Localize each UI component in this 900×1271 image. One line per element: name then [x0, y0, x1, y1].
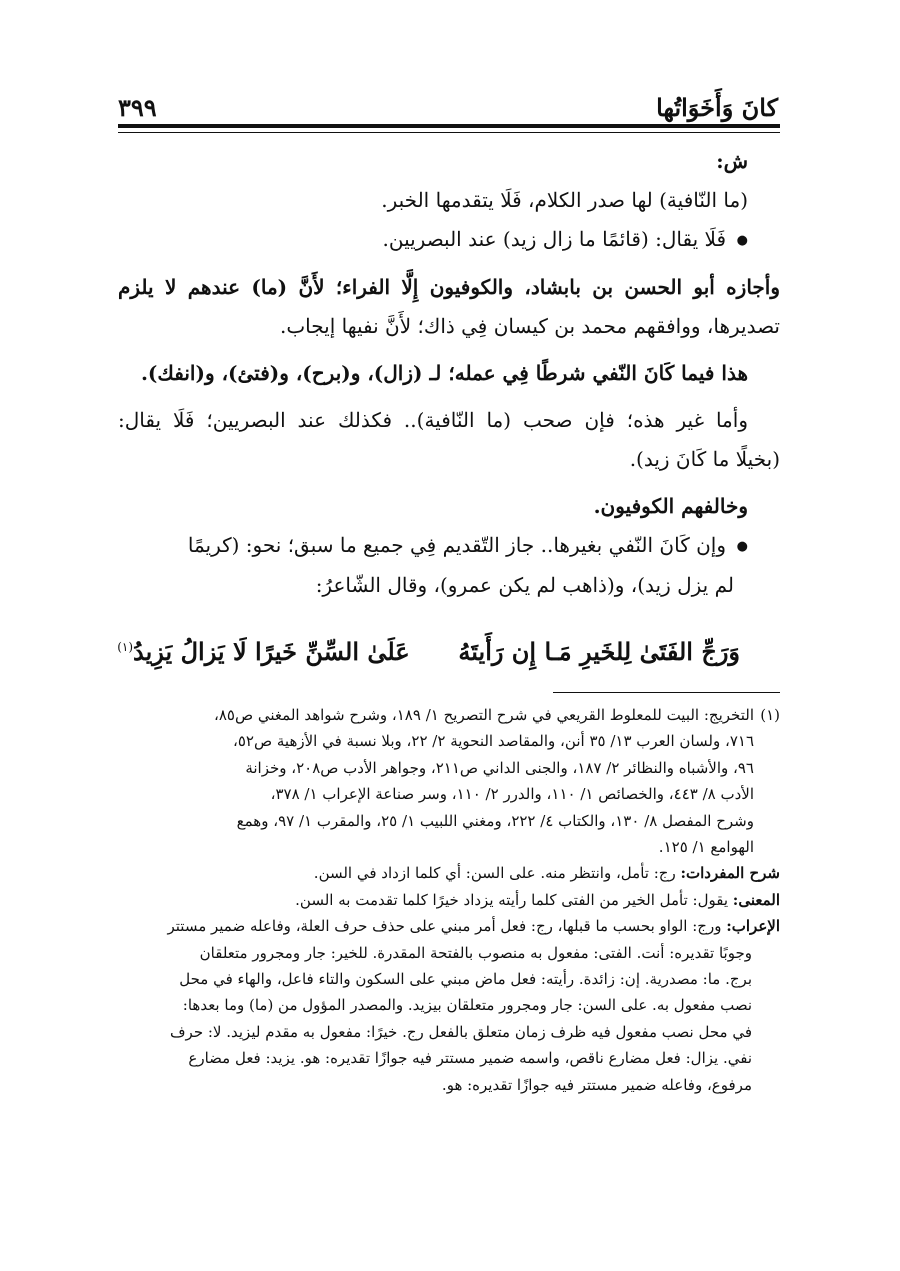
irab-line: مرفوع، وفاعله ضمير مستتر فيه جوازًا تقديره: هو.: [441, 1075, 752, 1094]
commentary-label: ش:: [716, 149, 748, 173]
bullet-icon: ●: [736, 233, 748, 248]
bullet-line: [118, 526, 780, 566]
meaning-note: [118, 887, 780, 913]
header-rule-thick: [118, 124, 780, 128]
footnote-line: [118, 702, 780, 728]
bullet-line: [118, 220, 780, 260]
text-line: وإن كَانَ النّفي بغيرها.. جاز التّقديم فِي جميع ما سبق؛ نحو: (كريمًا: [187, 533, 726, 557]
irab-line: برج. ما: مصدرية. إن: زائدة. رأيته: فعل ماض مبني على السكون والتاء فاعل، والهاء في محل: [179, 970, 752, 989]
text-line: لم يزل زيد)، و(ذاهب لم يكن عمرو)، وقال الشّاعرُ:: [315, 573, 734, 597]
page-header: [118, 82, 778, 122]
irab-line: في محل نصب مفعول فيه ظرف زمان متعلق بالفعل رج. خيرًا: مفعول به مقدم ليزيد. لا: حرف: [170, 1022, 752, 1041]
footnote-line: وشرح المفصل ٨/ ١٣٠، والكتاب ٤/ ٢٢٢، ومغني اللبيب ١/ ٢٥، والمقرب ١/ ٩٧، وهمع: [236, 811, 754, 830]
footnote-line: ٧١٦، ولسان العرب ١٣/ ٣٥ أنن، والمقاصد النحوية ٢/ ٢٢، وبلا نسبة في الأزهية ص٥٢،: [233, 732, 754, 751]
bullet-icon: ●: [736, 539, 748, 554]
irab-label: الإعراب:: [726, 917, 780, 936]
text-line: وأما غير هذه؛ فإن صحب (ما النّافية).. فكذلك عند البصريين؛ فَلَا يقال:: [118, 408, 748, 432]
irab-text: ورج: الواو بحسب ما قبلها، رج: فعل أمر مبني على حذف حرف العلة، وفاعله ضمير مستتر: [167, 917, 727, 936]
running-title: كانَ وَأَخَوَاتُها: [656, 93, 778, 122]
footnote-line: الهوامع ١/ ١٢٥.: [658, 838, 754, 857]
header-rule-thin: [118, 132, 780, 133]
poetry-verse: [118, 625, 780, 674]
text-line: هذا فيما كَانَ النّفي شرطًا فِي عمله؛ لـ (زال)، و(برح)، و(فتئ)، و(انفك).: [140, 361, 748, 385]
meaning-label: المعنى:: [732, 890, 780, 909]
footnote-number: (١): [760, 706, 780, 724]
irab-line: نصب مفعول به. على السن: جار ومجرور متعلقان بيزيد. والمصدر المؤول من (ما) وما بعدها:: [182, 996, 752, 1015]
meaning-text: يقول: تأمل الخير من الفتى كلما رأيته يزداد خيرًا كلما تقدمت به السن.: [295, 890, 733, 909]
verse-hemistich-second: عَلَىٰ السِّنِّ خَيرًا لَا يَزالُ يَزِيدُ: [133, 637, 410, 666]
text-line: (ما النّافية) لها صدر الكلام، فَلَا يتقدمها الخبر.: [381, 188, 748, 212]
footnote-reference: (١): [117, 640, 134, 654]
irab-line: نفي. يزال: فعل مضارع ناقص، واسمه ضمير مستتر فيه جوازًا تقديره: هو. يزيد: فعل مضارع: [188, 1049, 752, 1068]
footnote-separator: [553, 692, 780, 693]
text-line: (بخيلًا ما كَانَ زيد).: [629, 447, 780, 471]
footnote-line: ٩٦، والأشباه والنظائر ٢/ ١٨٧، والجنى الداني ص٢١١، وجواهر الأدب ص٢٠٨، وخزانة: [245, 758, 754, 777]
page-number: ٣٩٩: [118, 93, 157, 122]
vocabulary-text: رج: تأمل، وانتظر منه. على السن: أي كلما ازداد في السن.: [313, 864, 681, 883]
irab-line: وجوبًا تقديره: أنت. الفتى: مفعول به منصوب بالفتحة المقدرة. للخير: جار ومجرور متعلقان: [199, 943, 752, 962]
footnotes: [118, 702, 780, 1098]
footnote-line: الأدب ٨/ ٤٤٣، والخصائص ١/ ١١٠، والدرر ٢/ ١١٠، وسر صناعة الإعراب ١/ ٣٧٨،: [270, 785, 754, 804]
vocabulary-note: [118, 860, 780, 886]
vocabulary-label: شرح المفردات:: [680, 864, 780, 883]
verse-hemistich-first: وَرَجِّ الفَتَىٰ لِلخَيرِ مَـا إِن رَأَيتَهُ: [458, 637, 740, 666]
footnote-text: التخريج: البيت للمعلوط القريعي في شرح التصريح ١/ ١٨٩، وشرح شواهد المغني ص٨٥،: [214, 706, 754, 724]
text-line: فَلَا يقال: (قائمًا ما زال زيد) عند البصريين.: [382, 227, 726, 251]
text-line: وخالفهم الكوفيون.: [593, 494, 748, 518]
text-line: وأجازه أبو الحسن بن بابشاد، والكوفيون إِلَّا الفراء؛ لأَنَّ (ما) عندهم لا يلزم: [118, 275, 780, 299]
text-line: تصديرها، ووافقهم محمد بن كيسان فِي ذاك؛ لأَنَّ نفيها إيجاب.: [279, 314, 780, 338]
main-text: [118, 142, 780, 674]
irab-note: [118, 913, 780, 939]
